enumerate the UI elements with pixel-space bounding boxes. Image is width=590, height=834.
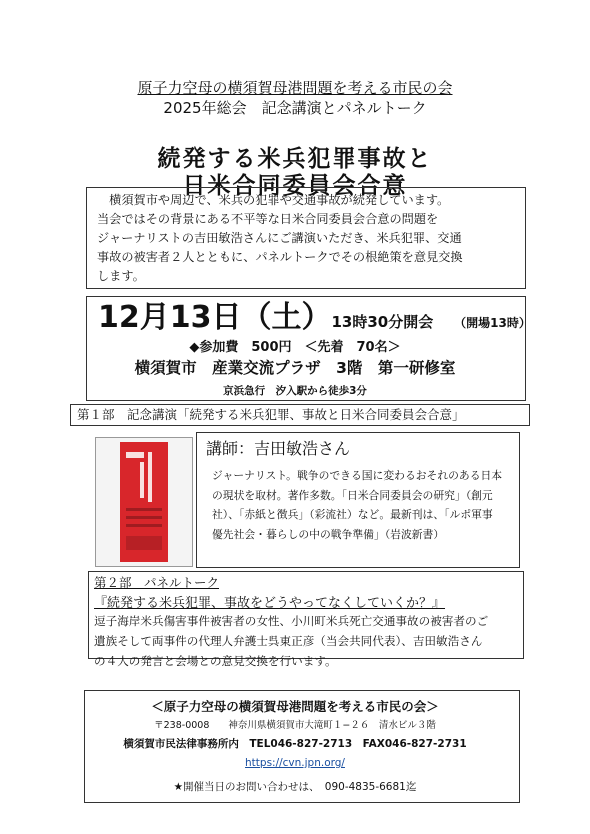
access: 京浜急行 汐入駅から徒歩3分 [223, 385, 367, 397]
footer-address: 〒238-0008 神奈川県横須賀市大滝町１−２６ 清水ビル３階 [154, 720, 436, 731]
part1-title: 第１部 記念講演「続発する米兵犯罪、事故と日米合同委員会合意」 [70, 404, 530, 426]
part2-title: 第２部 パネルトーク [94, 575, 220, 590]
doors-open: （開場13時） [454, 316, 531, 330]
headline-line2: 日米合同委員会合意 [182, 173, 408, 199]
intro-line: ジャーナリストの吉田敏浩さんにご講演いただき、米兵犯罪、交通 [97, 231, 462, 245]
bio-line: 優先社会・暮らしの中の戦争準備」（岩波新書） [212, 527, 445, 541]
event-time: 13時30分開会 [331, 313, 434, 331]
headline-line1: 続発する米兵犯罪事故と [157, 146, 433, 172]
footer-org: ＜原子力空母の横須賀母港問題を考える市民の会＞ [151, 699, 439, 714]
bio-line: ジャーナリスト。戦争のできる国に変わるおそれのある日本 [212, 469, 503, 482]
speaker-name: 講師：吉田敏浩さん [206, 439, 351, 458]
speaker-bio [212, 466, 512, 544]
part2-subtitle: 『続発する米兵犯罪、事故をどうやってなくしていくか？』 [94, 596, 446, 611]
intro-line: 当会ではその背景にある不平等な日米合同委員会合意の問題を [97, 212, 439, 226]
part2-line: 逗子海岸米兵傷害事件被害者の女性、小川町米兵死亡交通事故の被害者のご [94, 614, 489, 628]
organizer-header [0, 78, 590, 118]
footer-office: 横須賀市民法律事務所内 TEL046-827-2713 FAX046-827-2731 [123, 738, 467, 750]
bio-line: 社）、「赤紙と徴兵」（彩流社）など。最新刊は、「ルポ軍事 [212, 508, 493, 521]
fee: ◆参加費 500円 ＜先着 70名＞ [189, 340, 401, 355]
intro-line: 横須賀市や周辺で、米兵の犯罪や交通事故が続発しています。 [97, 193, 450, 207]
part2-description [94, 611, 516, 671]
intro-box [86, 187, 526, 289]
intro-line: します。 [97, 269, 145, 283]
event-date: 12月13日（土） [98, 300, 332, 335]
part2-line: の４人の発言と会場との意見交換を行います。 [94, 654, 337, 668]
event-subtitle: 2025年総会 記念講演とパネルトーク [163, 99, 427, 117]
book-cover-image [95, 437, 193, 567]
footer-contact: ★開催当日のお問い合わせは、 090-4835-6681迄 [173, 781, 417, 793]
bio-line: の現状を取材。著作多数。「日米合同委員会の研究」（創元 [212, 488, 493, 502]
venue: 横須賀市 産業交流プラザ 3階 第一研修室 [134, 359, 456, 377]
website-link[interactable]: https://cvn.jpn.org/ [245, 757, 345, 769]
book-cover-graphic [96, 438, 192, 566]
intro-line: 事故の被害者２人とともに、パネルトークでその根絶策を意見交換 [97, 250, 463, 264]
organizer-name: 原子力空母の横須賀母港問題を考える市民の会 [137, 79, 453, 97]
event-date-line [98, 300, 531, 341]
part2-line: 遺族そして両事件の代理人弁護士呉東正彦（当会共同代表）、吉田敏浩さん [94, 634, 483, 648]
